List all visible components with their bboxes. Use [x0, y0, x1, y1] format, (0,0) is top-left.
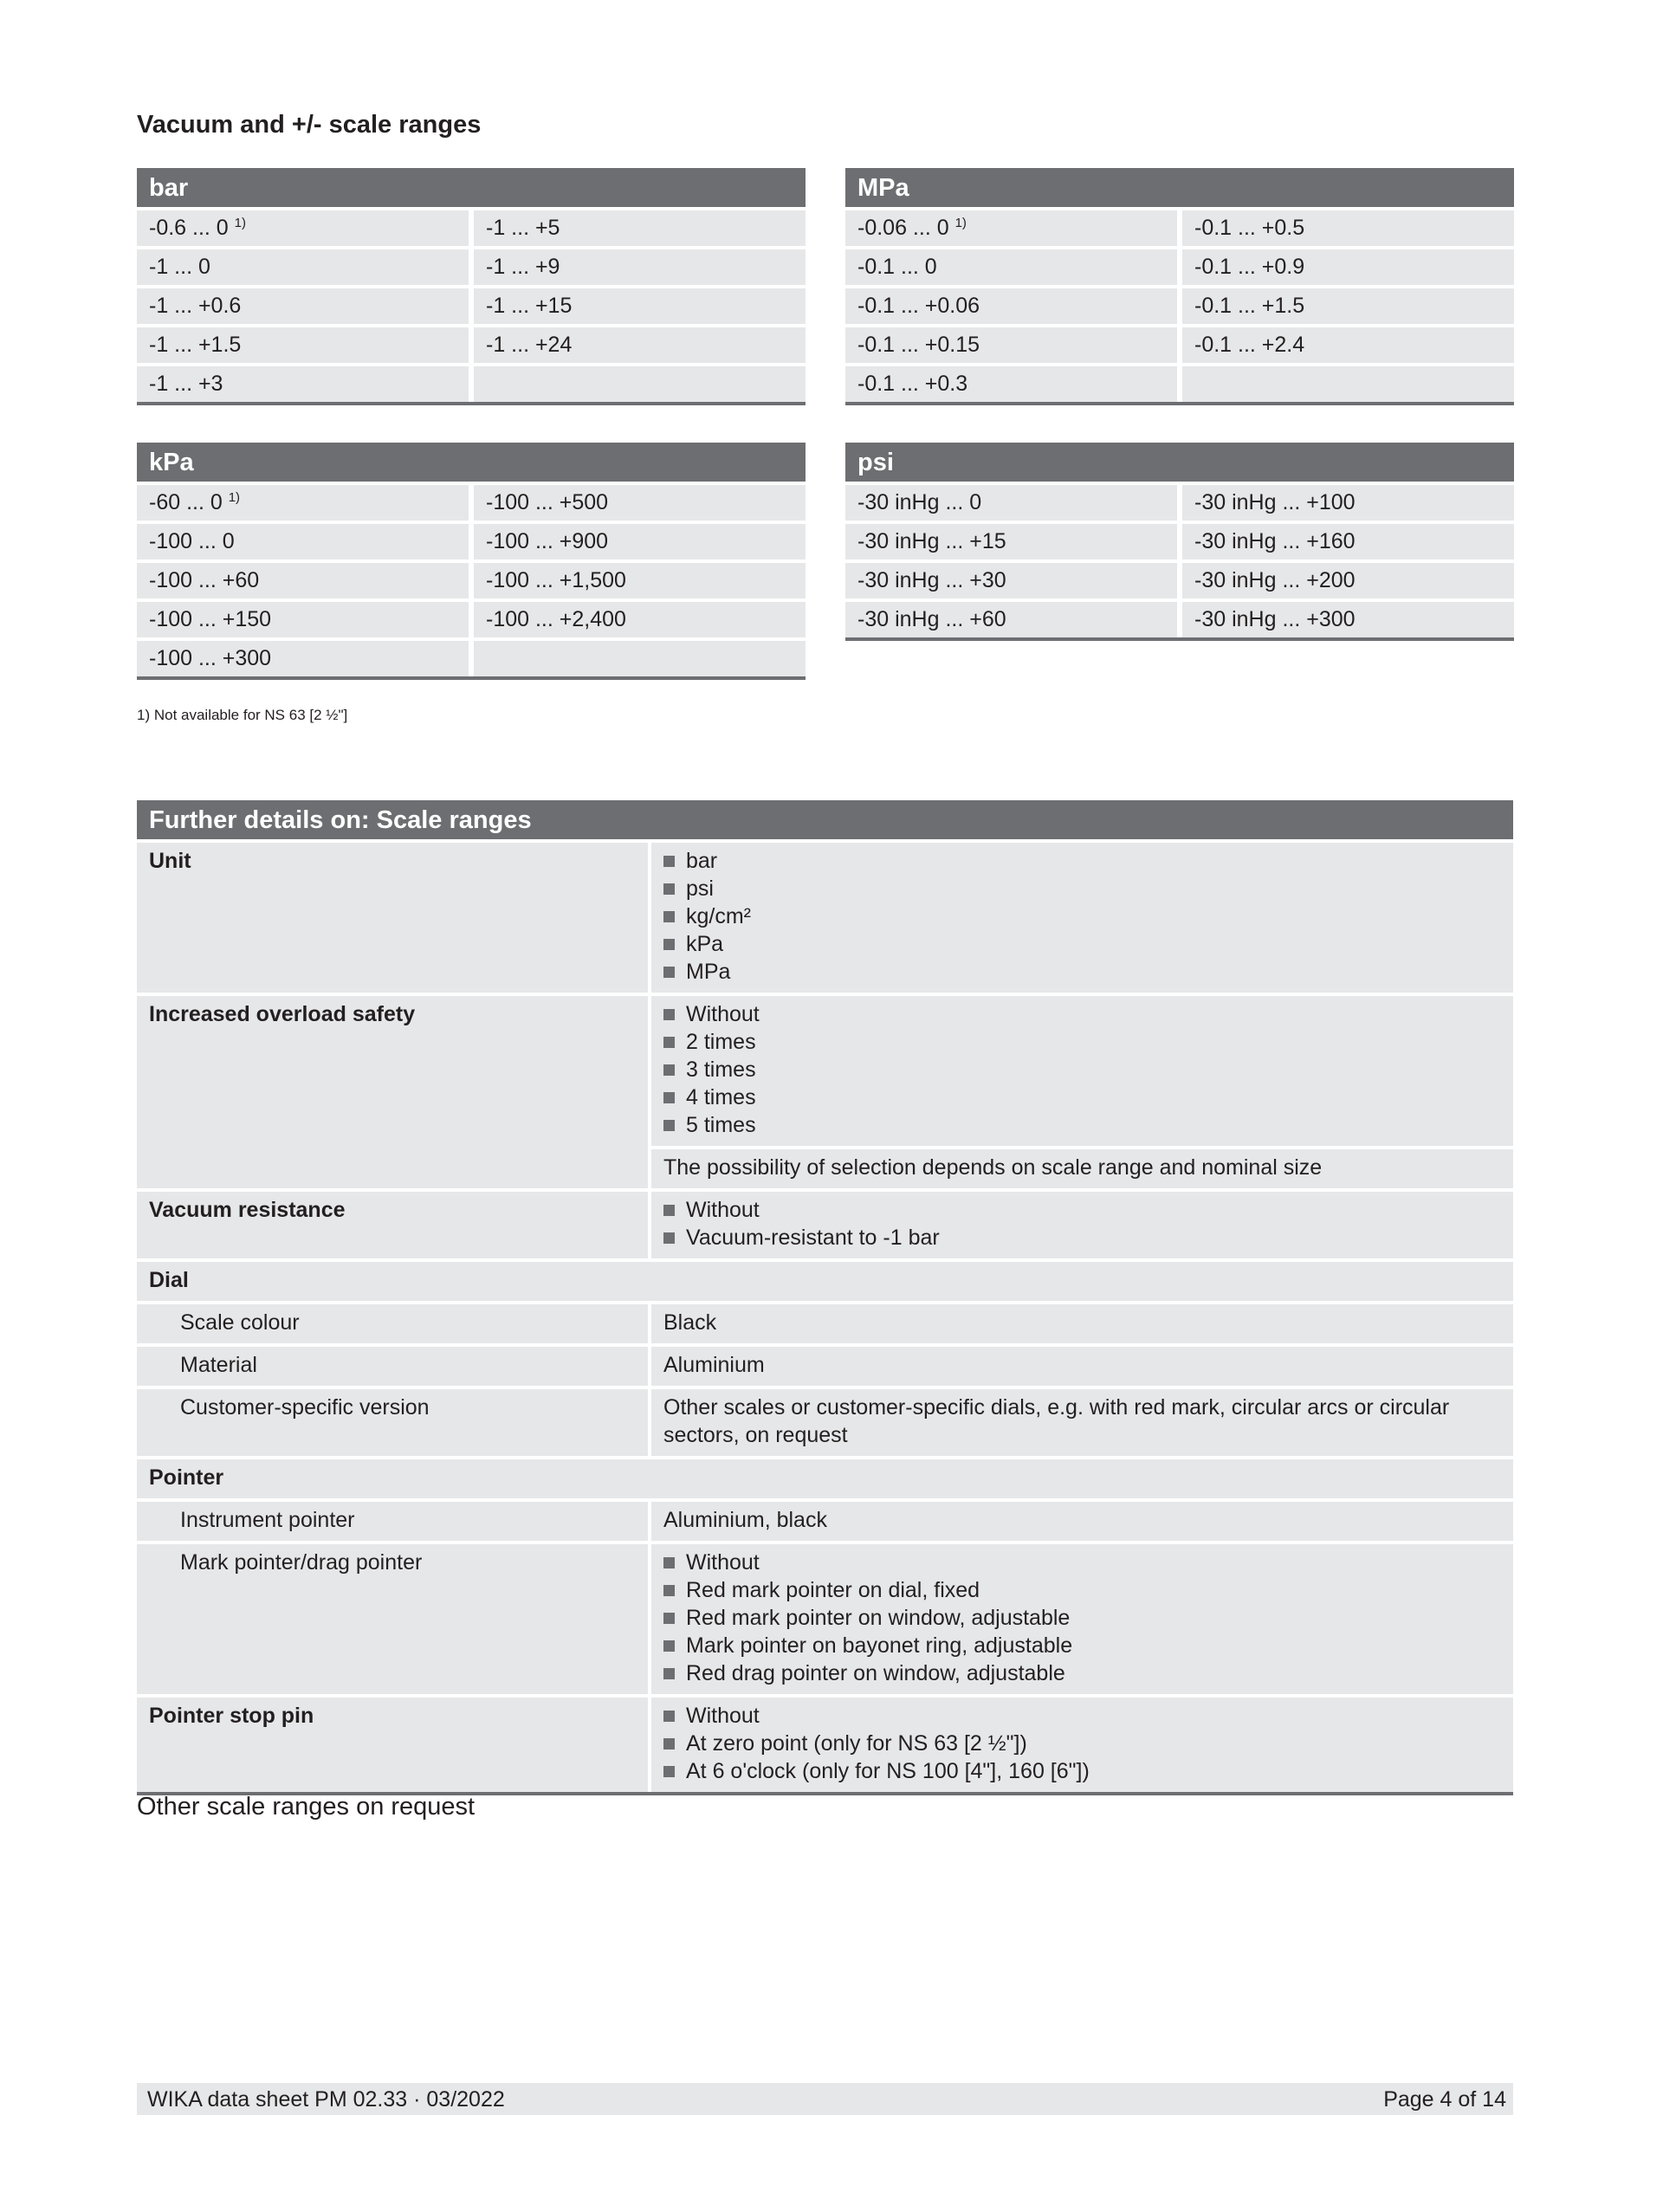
table-header: psi [845, 443, 1514, 482]
table-cell [137, 563, 469, 598]
cell-value: -0.1 ... 0 [857, 255, 937, 279]
bullet-square-icon [663, 1766, 675, 1777]
row-note: The possibility of selection depends on scale range and nominal size [651, 1149, 1513, 1188]
list-item [663, 1224, 1501, 1252]
table-cell [845, 602, 1177, 637]
bullet-square-icon [663, 1064, 675, 1076]
table-cell [137, 602, 469, 637]
bullet-square-icon [663, 1120, 675, 1131]
list-item [663, 1632, 1501, 1659]
list-item [663, 1702, 1501, 1730]
section-row: Pointer [137, 1459, 1513, 1498]
table-cell [845, 524, 1177, 559]
cell-value: -1 ... +3 [149, 372, 223, 396]
bullet-square-icon [663, 1037, 675, 1048]
table-cell [474, 563, 806, 598]
cell-value: -30 inHg ... +300 [1194, 607, 1356, 631]
cell-value: -1 ... +15 [486, 294, 573, 318]
table-body [845, 485, 1514, 641]
row-value: Aluminium [651, 1347, 1513, 1386]
bullet-square-icon [663, 856, 675, 867]
table-cell [1182, 288, 1514, 324]
details-grid [137, 843, 1513, 1795]
list-item-text: At zero point (only for NS 63 [2 ½"]) [686, 1731, 1027, 1756]
list-item-text: kg/cm² [686, 904, 751, 928]
bullet-square-icon [663, 1668, 675, 1679]
other-ranges-note: Other scale ranges on request [137, 1793, 476, 1821]
table-cell [474, 524, 806, 559]
bullet-square-icon [663, 883, 675, 895]
footnote-marker: 1) [954, 216, 967, 230]
row-value [651, 843, 1513, 993]
list-item [663, 902, 1501, 930]
bullet-square-icon [663, 1092, 675, 1103]
details-header: Further details on: Scale ranges [137, 800, 1513, 839]
list-item-text: Mark pointer on bayonet ring, adjustable [686, 1633, 1073, 1658]
bullet-square-icon [663, 1557, 675, 1568]
table-cell [845, 327, 1177, 363]
list-item [663, 1659, 1501, 1687]
footer-page-number: Page 4 of 14 [1383, 2087, 1506, 2112]
list-item [663, 1730, 1501, 1757]
row-value [651, 1544, 1513, 1694]
table-header: bar [137, 168, 806, 207]
cell-value: -1 ... 0 [149, 255, 210, 279]
table-body [845, 210, 1514, 405]
row-label: Unit [137, 843, 648, 993]
table-cell [137, 641, 469, 676]
table-cell [137, 485, 469, 521]
list-item [663, 1757, 1501, 1785]
bullet-square-icon [663, 1711, 675, 1722]
table-cell [137, 524, 469, 559]
list-item [663, 1000, 1501, 1028]
table-cell [845, 249, 1177, 285]
row-label: Scale colour [137, 1304, 648, 1343]
table-cell [845, 210, 1177, 246]
table-cell [137, 327, 469, 363]
cell-value: -1 ... +1.5 [149, 333, 242, 357]
table-cell [137, 366, 469, 402]
list-item [663, 847, 1501, 875]
list-item-text: bar [686, 849, 718, 873]
list-item [663, 1576, 1501, 1604]
list-item [663, 1056, 1501, 1083]
table-cell [474, 327, 806, 363]
bullet-square-icon [663, 911, 675, 922]
list-item-text: Red mark pointer on window, adjustable [686, 1606, 1071, 1630]
row-label: Mark pointer/drag pointer [137, 1544, 648, 1694]
row-label: Instrument pointer [137, 1502, 648, 1541]
cell-value: -100 ... +150 [149, 607, 272, 631]
cell-value: -0.1 ... +0.3 [857, 372, 968, 396]
bullet-square-icon [663, 1738, 675, 1750]
row-label: Vacuum resistance [137, 1192, 648, 1258]
cell-value: -0.1 ... +1.5 [1194, 294, 1305, 318]
list-item [663, 958, 1501, 986]
footer-doc-id: WIKA data sheet PM 02.33 · 03/2022 [147, 2087, 505, 2112]
cell-value: -30 inHg ... +160 [1194, 529, 1356, 553]
table-cell [1182, 366, 1514, 402]
list-item-text: psi [686, 876, 714, 901]
table-cell [1182, 249, 1514, 285]
section-title: Vacuum and +/- scale ranges [137, 111, 482, 139]
cell-value: -100 ... 0 [149, 529, 235, 553]
list-item-text: Vacuum-resistant to -1 bar [686, 1226, 940, 1250]
table-cell [845, 366, 1177, 402]
row-value: Aluminium, black [651, 1502, 1513, 1541]
table-header: kPa [137, 443, 806, 482]
table-header: MPa [845, 168, 1514, 207]
cell-value: -1 ... +9 [486, 255, 560, 279]
cell-value: -30 inHg ... +100 [1194, 490, 1356, 514]
section-row: Dial [137, 1262, 1513, 1301]
cell-value: -0.1 ... +2.4 [1194, 333, 1305, 357]
table-cell [1182, 602, 1514, 637]
list-item-text: At 6 o'clock (only for NS 100 [4"], 160 [6"]) [686, 1759, 1090, 1783]
bullet-square-icon [663, 967, 675, 978]
table-cell [845, 485, 1177, 521]
table-cell [1182, 210, 1514, 246]
cell-value: -30 inHg ... +60 [857, 607, 1006, 631]
table-cell [474, 641, 806, 676]
row-label: Customer-specific version [137, 1389, 648, 1456]
bullet-square-icon [663, 1009, 675, 1020]
table-cell [474, 602, 806, 637]
cell-value: -100 ... +500 [486, 490, 609, 514]
list-item [663, 1083, 1501, 1111]
list-item-text: 3 times [686, 1057, 756, 1082]
table-body [137, 485, 806, 680]
cell-value: -100 ... +60 [149, 568, 260, 592]
cell-value: -0.1 ... +0.06 [857, 294, 980, 318]
table-cell [474, 366, 806, 402]
table-cell [1182, 563, 1514, 598]
table-cell [474, 288, 806, 324]
list-item-text: Without [686, 1198, 760, 1222]
cell-value: -0.1 ... +0.15 [857, 333, 980, 357]
cell-value: -30 inHg ... +30 [857, 568, 1006, 592]
cell-value: -100 ... +1,500 [486, 568, 626, 592]
row-value: Black [651, 1304, 1513, 1343]
list-item [663, 875, 1501, 902]
list-item-text: Red mark pointer on dial, fixed [686, 1578, 980, 1602]
bullet-square-icon [663, 1585, 675, 1596]
table-cell [474, 485, 806, 521]
row-value [651, 1698, 1513, 1792]
list-item-text: 2 times [686, 1030, 756, 1054]
list-item-text: 4 times [686, 1085, 756, 1109]
list-item [663, 1196, 1501, 1224]
row-label: Pointer stop pin [137, 1698, 648, 1792]
list-item [663, 1604, 1501, 1632]
bullet-square-icon [663, 1640, 675, 1652]
table-cell [137, 210, 469, 246]
page-footer [137, 2083, 1513, 2115]
bullet-square-icon [663, 1232, 675, 1244]
cell-value: -30 inHg ... +15 [857, 529, 1006, 553]
mpa-range-table [845, 168, 1514, 405]
list-item-text: Red drag pointer on window, adjustable [686, 1661, 1065, 1685]
list-item-text: kPa [686, 932, 724, 956]
cell-value: -1 ... +24 [486, 333, 573, 357]
table-cell [137, 249, 469, 285]
bullet-square-icon [663, 1613, 675, 1624]
table-cell [474, 210, 806, 246]
list-item-text: Without [686, 1704, 760, 1728]
cell-value: -100 ... +300 [149, 646, 272, 670]
row-value [651, 1192, 1513, 1258]
list-item-text: MPa [686, 960, 731, 984]
table-cell [845, 563, 1177, 598]
cell-value: -0.1 ... +0.5 [1194, 216, 1305, 240]
table-cell [1182, 524, 1514, 559]
list-item [663, 930, 1501, 958]
cell-value: -1 ... +5 [486, 216, 560, 240]
cell-value: -100 ... +900 [486, 529, 609, 553]
list-item-text: 5 times [686, 1113, 756, 1137]
list-item [663, 1111, 1501, 1139]
cell-value: -60 ... 0 [149, 490, 223, 514]
cell-value: -0.1 ... +0.9 [1194, 255, 1305, 279]
table-body [137, 210, 806, 405]
cell-value: -100 ... +2,400 [486, 607, 626, 631]
bullet-square-icon [663, 1205, 675, 1216]
cell-value: -1 ... +0.6 [149, 294, 242, 318]
list-item [663, 1028, 1501, 1056]
kpa-range-table [137, 443, 806, 680]
table-cell [474, 249, 806, 285]
footnote-marker: 1) [228, 490, 241, 505]
list-item-text: Without [686, 1550, 760, 1575]
details-table [137, 800, 1513, 1795]
cell-value: -0.06 ... 0 [857, 216, 949, 240]
list-item-text: Without [686, 1002, 760, 1026]
table-cell [1182, 485, 1514, 521]
cell-value: -0.6 ... 0 [149, 216, 229, 240]
psi-range-table [845, 443, 1514, 641]
bullet-square-icon [663, 939, 675, 950]
row-value [651, 996, 1513, 1146]
row-value: Other scales or customer-specific dials, e.g. with red mark, circular arcs or circular sectors, on request [651, 1389, 1513, 1456]
cell-value: -30 inHg ... 0 [857, 490, 982, 514]
row-label: Material [137, 1347, 648, 1386]
bar-range-table [137, 168, 806, 405]
cell-value: -30 inHg ... +200 [1194, 568, 1356, 592]
footnote: 1) Not available for NS 63 [2 ½"] [137, 707, 348, 723]
table-cell [137, 288, 469, 324]
footnote-marker: 1) [234, 216, 247, 230]
row-label: Increased overload safety [137, 996, 648, 1188]
list-item [663, 1549, 1501, 1576]
table-cell [1182, 327, 1514, 363]
table-cell [845, 288, 1177, 324]
